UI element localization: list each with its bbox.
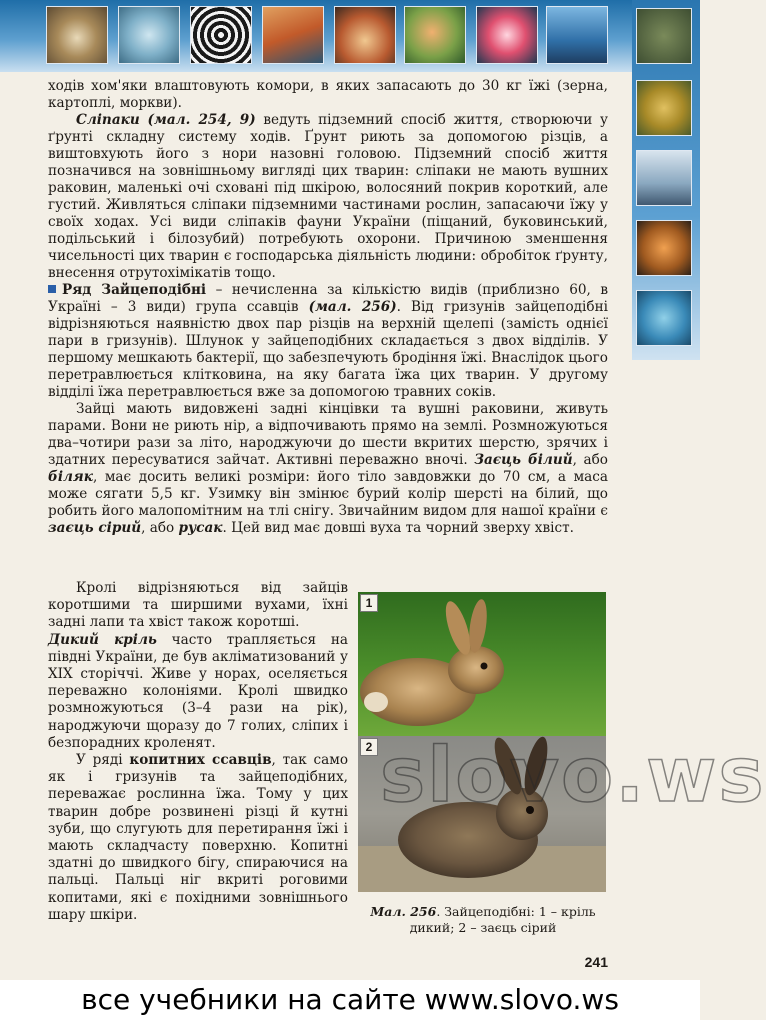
- figure-ref-254: (мал. 254, 9): [147, 112, 256, 128]
- header-thumbnail-hamster: [46, 6, 108, 64]
- figure-caption: [358, 904, 608, 936]
- lagomorphs-text-b: . Від гризунів зайцеподібні відрізняються наявністю двох пар різців на верхній щелепі (замість однієї пари в гризунів). Шлунок у зайцеподібних складається з двох відділів. У першому мешкають бактерії, що забезпечують бродіння їжі. Внаслідок цього перетравлюється клітковина, на яку багата їжа цих тварин. У другому відділі їжа перетравлюється вже за допомогою травних соків.: [48, 299, 608, 400]
- term-lagomorph-order: Ряд Зайцеподібні: [62, 282, 207, 298]
- paragraph-lagomorphs: [48, 282, 608, 401]
- term-grey-hare-alt: русак: [178, 520, 223, 536]
- side-thumbnail-plant: [636, 290, 692, 346]
- hares-text-or1: , або: [572, 452, 608, 468]
- hares-text-b: , має досить великі розміри: його тіло завдовжки до 70 см, а маса може сягати 5,5 кг. Узимку він змінює бурий колір шерсті на білий, що робить його малопомітним на тлі снігу. Звичайним видом для нашої країни є: [48, 469, 608, 519]
- main-text: [48, 78, 608, 537]
- hares-text-a: Зайці мають видовжені задні кінцівки та вушні раковини, живуть парами. Вони не риють нір, а відпочивають прямо на землі. Розмножуються два–чотири рази за літо, народжуючи до шести вкритих шерстю, зрячих і здатних пересуватися зайчат. Активні переважно вночі.: [48, 401, 608, 468]
- lagomorphs-text-a: – нечисленна за кількістю видів (приблизно 60, в Україні – 3 види) група ссавців: [48, 282, 608, 315]
- photo-wild-rabbit: [358, 592, 606, 736]
- term-white-hare: Заєць білий: [474, 452, 573, 468]
- figure-ref-256: (мал. 256): [308, 299, 397, 315]
- header-thumbnail-fish: [546, 6, 608, 64]
- header-thumbnail-coral: [262, 6, 324, 64]
- watermark-logo: slovo.ws: [380, 730, 766, 819]
- side-thumbnail-snake: [636, 80, 692, 136]
- header-thumbnail-worm: [334, 6, 396, 64]
- watermark-footer[interactable]: все учебники на сайте www.slovo.ws: [0, 980, 700, 1020]
- page-number: 241: [584, 954, 608, 970]
- side-thumbnail-tiger: [636, 220, 692, 276]
- paragraph-hamsters: ходів хом'яки влаштовують комори, в яких запасають до 30 кг їжі (зерна, картоплі, моркви).: [48, 78, 608, 111]
- header-thumbnail-butterfly: [404, 6, 466, 64]
- side-strip: [632, 0, 700, 360]
- header-thumbnail-starfish: [476, 6, 538, 64]
- header-thumbnail-radiolaria: [190, 6, 252, 64]
- hares-text-c: . Цей вид має довші вуха та чорний зверху хвіст.: [222, 520, 574, 536]
- paragraph-wild-rabbit: [48, 632, 348, 752]
- section-marker-icon: [48, 285, 56, 293]
- photo-number-2: 2: [360, 738, 378, 756]
- side-thumbnail-bird: [636, 150, 692, 206]
- term-white-hare-alt: біляк: [48, 469, 93, 485]
- wild-rabbit-text: часто трапляється на півдні України, де був акліматизований у XIX сторіччі. Живе у норах, оселяється переважно колоніями. Кролі швидко розмножуються (3–4 рази на рік), народжуючи щоразу до 7 голих, сліпих і безпорадних кроленят.: [48, 631, 348, 751]
- ungulates-text-a: У ряді: [76, 752, 123, 769]
- paragraph-rabbits: Кролі відрізняються від зайців коротшими та ширшими вухами, їхні задні лапи та хвіст також коротші.: [48, 580, 348, 631]
- caption-text: . Зайцеподібні: 1 – кріль дикий; 2 – заєць сірий: [409, 904, 596, 935]
- term-mole-rats: Сліпаки: [76, 112, 140, 128]
- ungulates-text-b: , так само як і гризунів та зайцеподібних, переважає рослинна їжа. Тому у цих тварин добре розвинені різці й кутні зуби, що слугують для перетирання їжі і мають складчасту поверхню. Копитні здатні до швидкого бігу, спираючися на пальці. Пальці ніг вкриті роговими копитами, які є похідними зовнішнього шару шкіри.: [48, 752, 349, 923]
- hares-text-or2: , або: [141, 520, 175, 536]
- paragraph-mole-rats: [48, 112, 608, 282]
- caption-label: Мал. 256: [370, 904, 437, 919]
- term-grey-hare: заєць сірий: [48, 520, 142, 536]
- header-thumbnail-protozoa: [118, 6, 180, 64]
- term-wild-rabbit: Дикий кріль: [48, 631, 157, 648]
- mole-rats-text: ведуть підземний спосіб життя, створюючи у ґрунті складну систему ходів. Ґрунт риють за допомогою різців, а виштовхують його з нори назовні головою. Підземний спосіб життя позначився на зовнішньому вигляді цих тварин: сліпаки не мають вушних раковин, маленькі очі сховані під шкірою, волосяний покрив короткий, але густий. Живляться сліпаки підземними частинами рослин, запасаючи їжу у своїх ходах. Усі види сліпаків фауни України (піщаний, буковинський, подільський і білозубий) потребують охорони. Причиною зменшення чисельності цих тварин є господарська діяльність людини: обробіток ґрунту, внесення отрутохімікатів тощо.: [48, 112, 608, 281]
- paragraph-hares: [48, 401, 608, 537]
- column-text: [48, 580, 348, 924]
- paragraph-ungulates: [48, 752, 348, 924]
- rabbit-illustration: [358, 592, 606, 736]
- term-ungulates: копитних ссавців: [129, 752, 272, 769]
- side-thumbnail-coral: [636, 8, 692, 64]
- photo-number-1: 1: [360, 594, 378, 612]
- header-strip: [0, 0, 700, 72]
